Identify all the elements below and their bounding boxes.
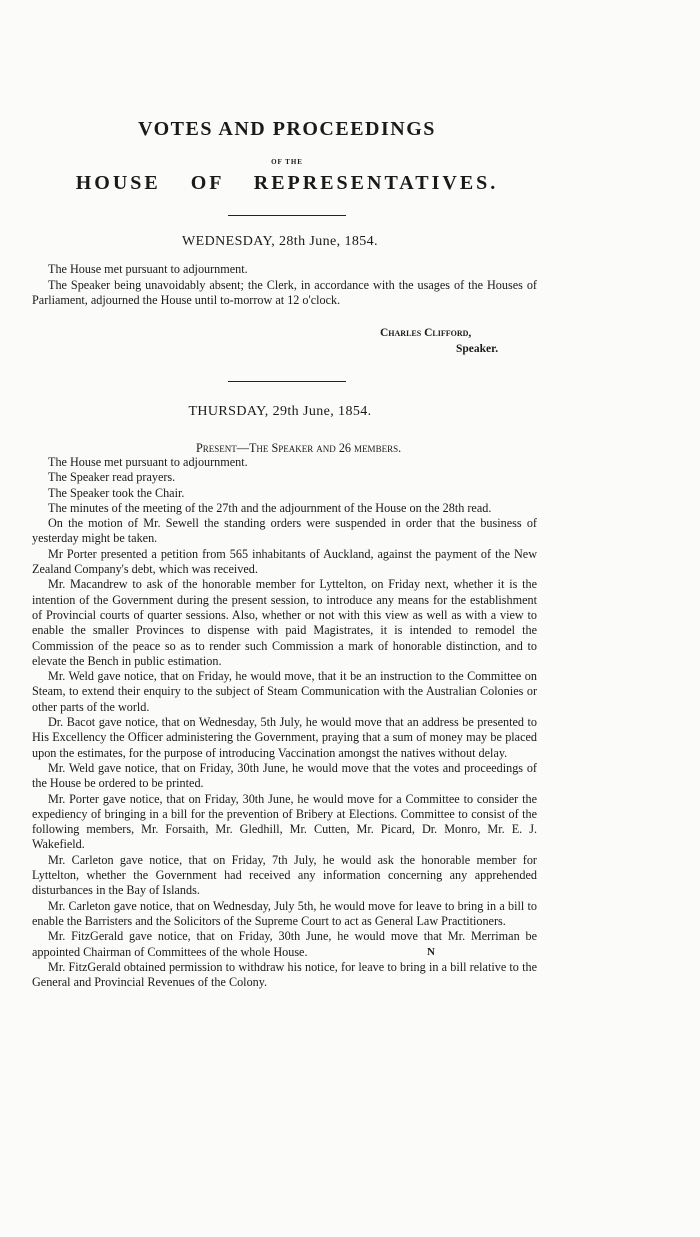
thursday-paragraph: Mr Porter presented a petition from 565 inhabitants of Auckland, against the payment of the New Zealand Company's debt, which was received. bbox=[32, 546, 537, 577]
thursday-paragraph: Dr. Bacot gave notice, that on Wednesday, 5th July, he would move that an address be presented to His Excellency the Officer administering the Government, praying that a sum of money may be placed upon the estimates, for the purpose of introducing Vaccination amongst the natives without delay. bbox=[32, 715, 537, 760]
speaker-signature-title: Speaker. bbox=[456, 343, 499, 355]
thursday-paragraph: The minutes of the meeting of the 27th and the adjournment of the House on the 28th read. bbox=[48, 500, 492, 515]
present-members-line: Present—The Speaker and 26 members. bbox=[196, 441, 402, 455]
wednesday-paragraph-1: The House met pursuant to adjournment. bbox=[48, 262, 248, 276]
wednesday-paragraph-2: The Speaker being unavoidably absent; the Clerk, in accordance with the usages of the Houses of Parliament, adjourned the House until to-morrow at 12 o'clock. bbox=[32, 278, 537, 308]
thursday-paragraph: Mr. Weld gave notice, that on Friday, 30th June, he would move that the votes and proceedings of the House be ordered to be printed. bbox=[32, 760, 537, 791]
thursday-paragraph: The Speaker took the Chair. bbox=[48, 485, 185, 500]
page-catchword: N bbox=[427, 946, 435, 958]
thursday-paragraph: Mr. FitzGerald obtained permission to withdraw his notice, for leave to bring in a bill relative to the General and Provincial Revenues of the Colony. bbox=[32, 959, 537, 990]
thursday-paragraph: Mr. Weld gave notice, that on Friday, he would move, that it be an instruction to the Committee on Steam, to extend their enquiry to the subject of Steam Communication with the Australian Colonies or other parts of the world. bbox=[32, 669, 537, 714]
thursday-paragraph: Mr. Porter gave notice, that on Friday, 30th June, he would move for a Committee to consider the expediency of bringing in a bill for the prevention of Bribery at Elections. Committee to consist of the following members, Mr. Forsaith, Mr. Gledhill, Mr. Cutten, Mr. Picard, Dr. Monro, Mr. E. J. Wakefield. bbox=[32, 791, 537, 852]
title-connector-of-the: OF THE bbox=[271, 158, 303, 166]
thursday-proceedings bbox=[32, 455, 537, 990]
document-title-house-of-representatives: HOUSE OF REPRESENTATIVES. bbox=[75, 172, 499, 194]
date-heading-thursday: THURSDAY, 29th June, 1854. bbox=[188, 404, 372, 419]
thursday-paragraph: The Speaker read prayers. bbox=[48, 470, 176, 485]
title-divider-rule bbox=[228, 215, 346, 216]
document-title-votes-and-proceedings: VOTES AND PROCEEDINGS bbox=[138, 118, 436, 140]
thursday-paragraph: Mr. Macandrew to ask of the honorable member for Lyttelton, on Friday next, whether it is the intention of the Government during the present session, to introduce any means for the establishment of Provincial courts of quarter sessions. Also, whether or not with this view as well as with a view to enable the smaller Provinces to dispense with paid Magistrates, it is intended to remodel the Commission of the peace so as to render such Commission a mark of honorable distinction, and to elevate the Bench in public estimation. bbox=[32, 577, 537, 668]
date-heading-wednesday: WEDNESDAY, 28th June, 1854. bbox=[182, 234, 378, 249]
thursday-paragraph: The House met pursuant to adjournment. bbox=[48, 455, 248, 469]
section-divider-rule bbox=[228, 381, 346, 382]
thursday-paragraph: Mr. Carleton gave notice, that on Wednesday, July 5th, he would move for leave to bring in a bill to enable the Barristers and the Solicitors of the Supreme Court to act as General Law Practitioners. bbox=[32, 898, 537, 928]
speaker-signature-name: Charles Clifford, bbox=[380, 327, 472, 339]
thursday-paragraph: Mr. FitzGerald gave notice, that on Friday, 30th June, he would move that Mr. Merriman be appointed Chairman of Committees of the whole House. bbox=[32, 929, 537, 959]
thursday-paragraph: Mr. Carleton gave notice, that on Friday, 7th July, he would ask the honorable member for Lyttelton, whether the Government had received any information concerning any apprehended disturbances in the Bay of Islands. bbox=[32, 852, 537, 898]
thursday-paragraph: On the motion of Mr. Sewell the standing orders were suspended in order that the business of yesterday might be taken. bbox=[32, 516, 537, 546]
